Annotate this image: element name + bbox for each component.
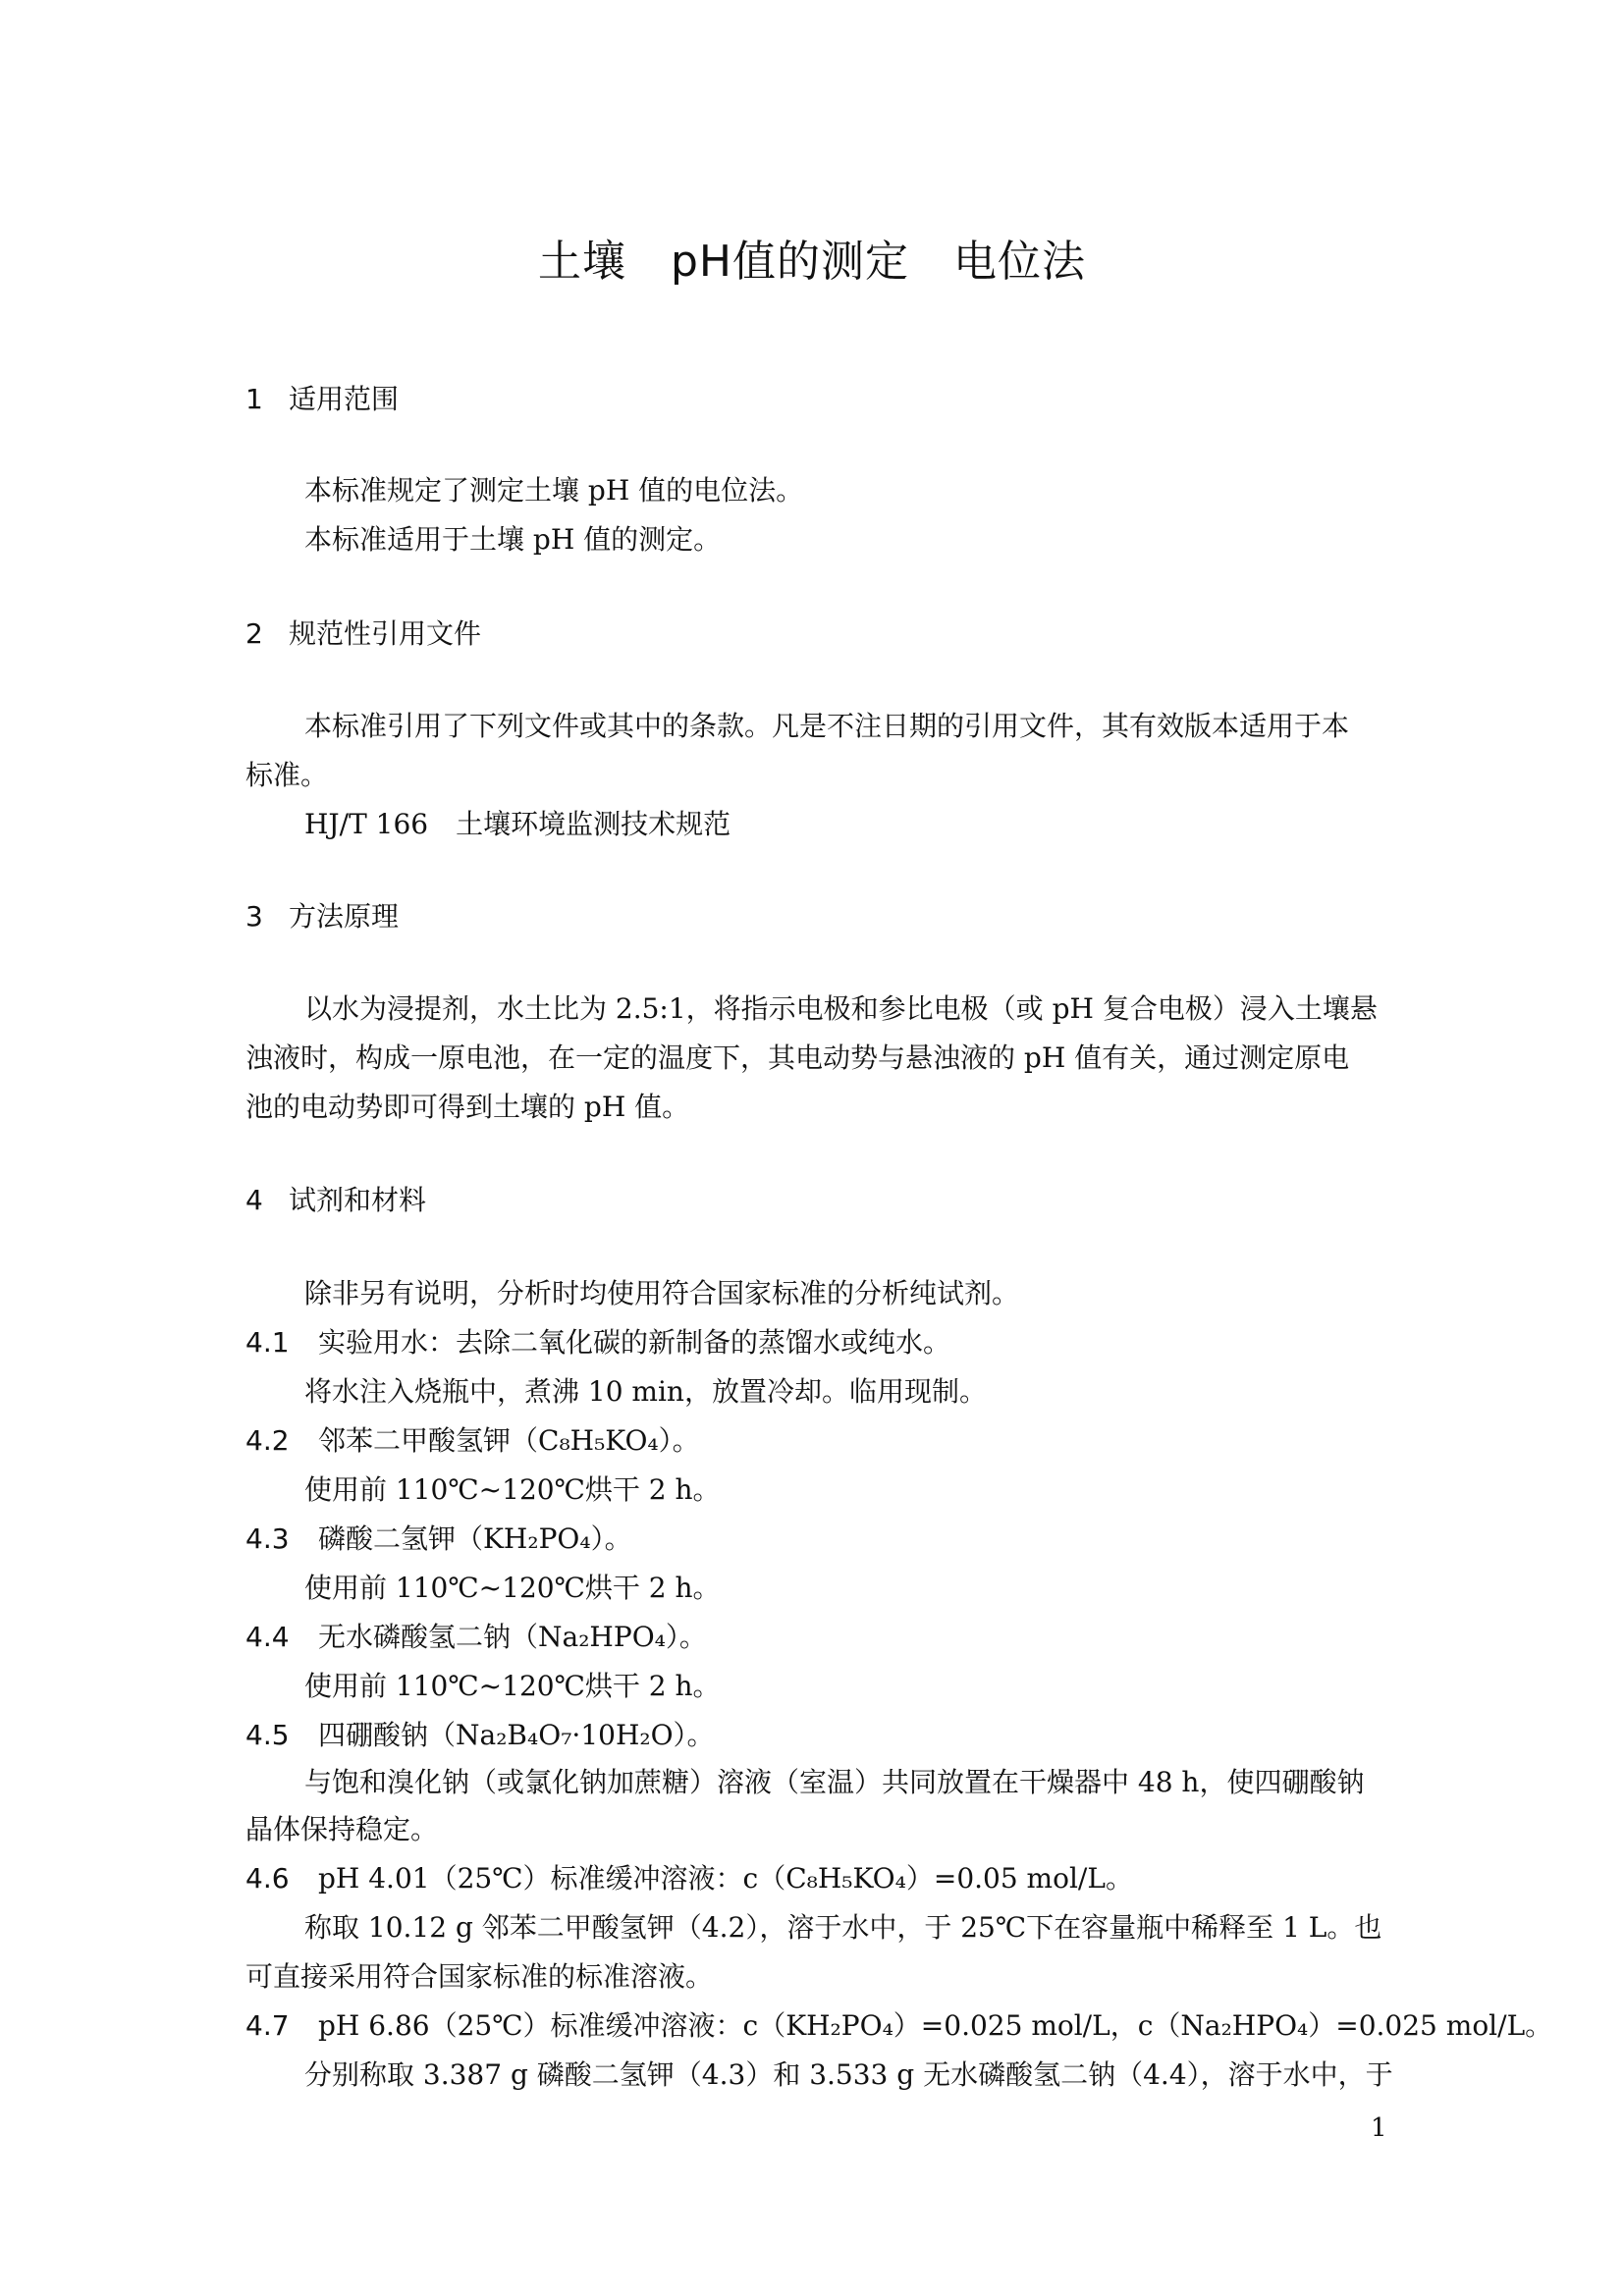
document-title: 土壤 pH值的测定 电位法 xyxy=(537,237,1086,287)
reagent-item-4-5 xyxy=(245,1716,715,1755)
item-text: pH 4.01（25℃）标准缓冲溶液：c（C₈H₅KO₄）=0.05 mol/L。 xyxy=(318,1862,1133,1895)
item-text: pH 6.86（25℃）标准缓冲溶液：c（KH₂PO₄）=0.025 mol/L，c（Na₂HPO₄）=0.025 mol/L。 xyxy=(318,2009,1553,2042)
reagent-item-4-3 xyxy=(245,1520,632,1559)
item-formula: （Na₂HPO₄）。 xyxy=(511,1621,707,1653)
section-number: 4 xyxy=(245,1184,263,1216)
item-detail: 使用前 110℃~120℃烘干 2 h。 xyxy=(304,1670,721,1702)
reagent-item-4-1 xyxy=(245,1323,950,1362)
section-heading-4 xyxy=(245,1181,426,1220)
item-detail: 与饱和溴化钠（或氯化钠加蔗糖）溶液（室温）共同放置在干燥器中 48 h，使四硼酸钠 xyxy=(304,1766,1365,1798)
item-formula: （C₈H₅KO₄）。 xyxy=(511,1424,700,1457)
item-name: 无水磷酸氢二钠 xyxy=(318,1621,512,1653)
reagent-item-4-6 xyxy=(245,1859,1133,1898)
item-detail: 将水注入烧瓶中，煮沸 10 min，放置冷却。临用现制。 xyxy=(304,1375,987,1408)
item-detail: 分别称取 3.387 g 磷酸二氢钾（4.3）和 3.533 g 无水磷酸氢二钠（4.4），溶于水中，于 xyxy=(304,2058,1393,2091)
section-number: 2 xyxy=(245,617,263,650)
paragraph: 本标准适用于土壤 pH 值的测定。 xyxy=(304,523,722,556)
item-detail: 可直接采用符合国家标准的标准溶液。 xyxy=(245,1960,714,1993)
item-detail: 使用前 110℃~120℃烘干 2 h。 xyxy=(304,1572,721,1604)
item-name: 磷酸二氢钾 xyxy=(318,1522,457,1555)
section-title: 规范性引用文件 xyxy=(289,617,482,650)
item-formula: （Na₂B₄O₇·10H₂O）。 xyxy=(428,1719,715,1751)
item-number: 4.3 xyxy=(245,1522,290,1555)
section-title: 适用范围 xyxy=(289,383,400,415)
paragraph: 除非另有说明，分析时均使用符合国家标准的分析纯试剂。 xyxy=(304,1277,1020,1309)
item-number: 4.2 xyxy=(245,1424,290,1457)
paragraph-line: 本标准引用了下列文件或其中的条款。凡是不注日期的引用文件，其有效版本适用于本 xyxy=(304,710,1350,742)
section-heading-1 xyxy=(245,380,399,419)
item-detail: 使用前 110℃~120℃烘干 2 h。 xyxy=(304,1473,721,1506)
item-number: 4.5 xyxy=(245,1719,290,1751)
normative-reference: HJ/T 166 土壤环境监测技术规范 xyxy=(304,808,731,840)
item-number: 4.7 xyxy=(245,2009,290,2042)
section-heading-3 xyxy=(245,897,399,936)
section-heading-2 xyxy=(245,614,481,654)
item-number: 4.1 xyxy=(245,1326,290,1359)
reagent-item-4-2 xyxy=(245,1421,700,1461)
paragraph: 本标准规定了测定土壤 pH 值的电位法。 xyxy=(304,474,804,507)
section-title: 方法原理 xyxy=(289,900,400,933)
item-name: 邻苯二甲酸氢钾 xyxy=(318,1424,512,1457)
paragraph-line: 池的电动势即可得到土壤的 pH 值。 xyxy=(245,1091,690,1123)
section-number: 3 xyxy=(245,900,263,933)
paragraph-line: 浊液时，构成一原电池，在一定的温度下，其电动势与悬浊液的 pH 值有关，通过测定原电 xyxy=(245,1041,1350,1074)
item-detail: 称取 10.12 g 邻苯二甲酸氢钾（4.2），溶于水中，于 25℃下在容量瓶中稀释至 1 L。也 xyxy=(304,1911,1382,1944)
item-number: 4.6 xyxy=(245,1862,290,1895)
section-title: 试剂和材料 xyxy=(289,1184,427,1216)
reagent-item-4-7 xyxy=(245,2006,1552,2046)
item-formula: （KH₂PO₄）。 xyxy=(456,1522,632,1555)
reagent-item-4-4 xyxy=(245,1618,707,1657)
section-number: 1 xyxy=(245,383,263,415)
item-detail: 晶体保持稳定。 xyxy=(245,1813,439,1845)
item-text: 实验用水：去除二氧化碳的新制备的蒸馏水或纯水。 xyxy=(318,1326,951,1359)
item-number: 4.4 xyxy=(245,1621,290,1653)
paragraph-line: 标准。 xyxy=(245,759,329,791)
item-name: 四硼酸钠 xyxy=(318,1719,429,1751)
paragraph-line: 以水为浸提剂，水土比为 2.5:1，将指示电极和参比电极（或 pH 复合电极）浸入土壤悬 xyxy=(304,992,1378,1025)
page-number: 1 xyxy=(1371,2113,1387,2143)
